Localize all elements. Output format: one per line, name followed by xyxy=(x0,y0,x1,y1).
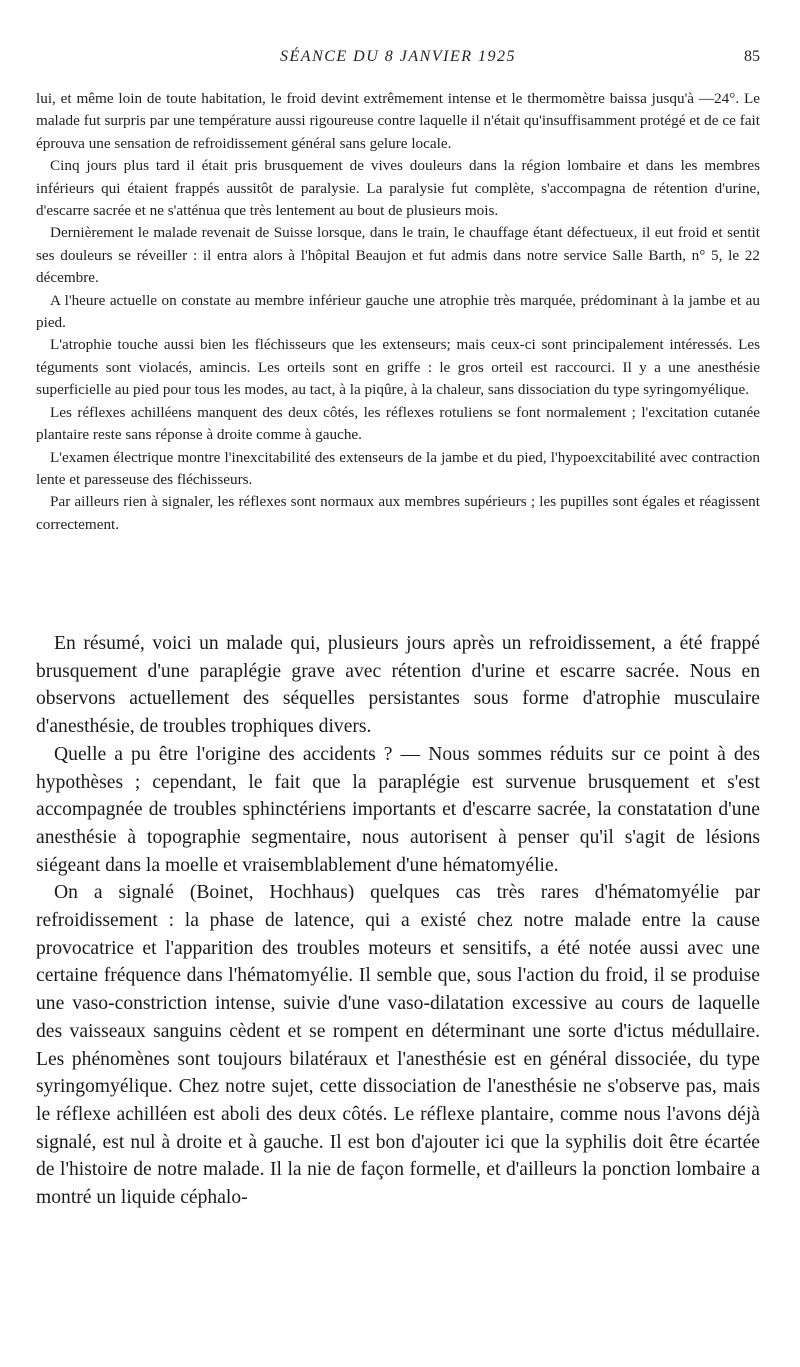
running-title: SÉANCE DU 8 JANVIER 1925 xyxy=(280,48,516,65)
summary-paragraph: On a signalé (Boinet, Hochhaus) quelques cas très rares d'hématomyélie par refroidissement : la phase de latence, qui a existé chez notre malade entre la cause provocatrice et l'apparition des troubles moteurs et sensitifs, a été notée aussi avec une certaine fréquence dans l'hématomyélie. Il semble que, sous l'action du froid, il se produise une vaso-constriction intense, suivie d'une vaso-dilatation excessive au cours de laquelle des vaisseaux sanguins cèdent et se rompent en déterminant une sorte d'ictus médullaire. Les phénomènes sont toujours bilatéraux et l'anesthésie est en général dissociée, du type syringomyélique. Chez notre sujet, cette dissociation de l'anesthésie ne s'observe pas, mais le réflexe achilléen est aboli des deux côtés. Le réflexe plantaire, comme nous l'avons déjà signalé, est nul à droite et à gauche. Il est bon d'ajouter ici que la syphilis doit être écartée de l'histoire de notre malade. Il la nie de façon formelle, et d'ailleurs la ponction lombaire a montré un liquide céphalo- xyxy=(36,882,760,1209)
summary-paragraph: En résumé, voici un malade qui, plusieurs jours après un refroidissement, a été frappé brusquement d'une paraplégie grave avec rétention d'urine et escarre sacrée. Nous en observons actuellement des séquelles persistantes sous forme d'atrophie musculaire d'anesthésie, de troubles trophiques divers. xyxy=(36,633,760,738)
case-paragraph: Les réflexes achilléens manquent des deux côtés, les réflexes rotuliens se font normalement ; l'excitation cutanée plantaire reste sans réponse à droite comme à gauche. xyxy=(36,403,760,444)
case-paragraph: Dernièrement le malade revenait de Suisse lorsque, dans le train, le chauffage étant défectueux, il eut froid et sentit ses douleurs se réveiller : il entra alors à l'hôpital Beaujon et fut admis dans notre service Salle Barth, n° 5, le 22 décembre. xyxy=(36,224,760,287)
case-paragraph: lui, et même loin de toute habitation, le froid devint extrêmement intense et le thermomètre baissa jusqu'à —24°. Le malade fut surpris par une température aussi rigoureuse contre laquelle il n'était qu'insuffisamment protégé et de ce fait éprouva une sensation de refroidissement général sans gelure locale. xyxy=(36,90,760,152)
case-paragraph: L'examen électrique montre l'inexcitabilité des extenseurs de la jambe et du pied, l'hypoexcitabilité avec contraction lente et paresseuse des fléchisseurs. xyxy=(36,448,760,488)
page-number: 85 xyxy=(744,48,760,65)
summary-discussion xyxy=(36,630,760,1212)
case-paragraph: A l'heure actuelle on constate au membre inférieur gauche une atrophie très marquée, prédominant à la jambe et au pied. xyxy=(36,291,760,332)
summary-paragraph: Quelle a pu être l'origine des accidents ? — Nous sommes réduits sur ce point à des hypothèses ; cependant, le fait que la paraplégie est survenue brusquement et s'est accompagnée de troubles sphinctériens importants et d'escarre sacrée, la constatation d'une anesthésie à topographie segmentaire, nous autorisent à penser qu'il s'agit de lésions siégeant dans la moelle et vraisemblablement d'une hématomyélie. xyxy=(36,743,760,876)
case-paragraph: Cinq jours plus tard il était pris brusquement de vives douleurs dans la région lombaire et dans les membres inférieurs qui étaient frappés aussitôt de paralysie. La paralysie fut complète, s'accompagna de rétention d'urine, d'escarre sacrée et ne s'atténua que très lentement au bout de plusieurs mois. xyxy=(36,157,760,220)
case-report xyxy=(36,88,760,536)
running-header xyxy=(36,48,760,72)
case-paragraph: L'atrophie touche aussi bien les fléchisseurs que les extenseurs; mais ceux-ci sont principalement intéressés. Les téguments sont violacés, amincis. Les orteils sont en griffe : le gros orteil est raccourci. Il y a une anesthésie superficielle au pied pour tous les modes, au tact, à la piqûre, à la chaleur, sans dissociation du type syringomyélique. xyxy=(36,336,760,399)
case-paragraph: Par ailleurs rien à signaler, les réflexes sont normaux aux membres supérieurs ; les pupilles sont égales et réagissent correctement. xyxy=(36,493,760,533)
